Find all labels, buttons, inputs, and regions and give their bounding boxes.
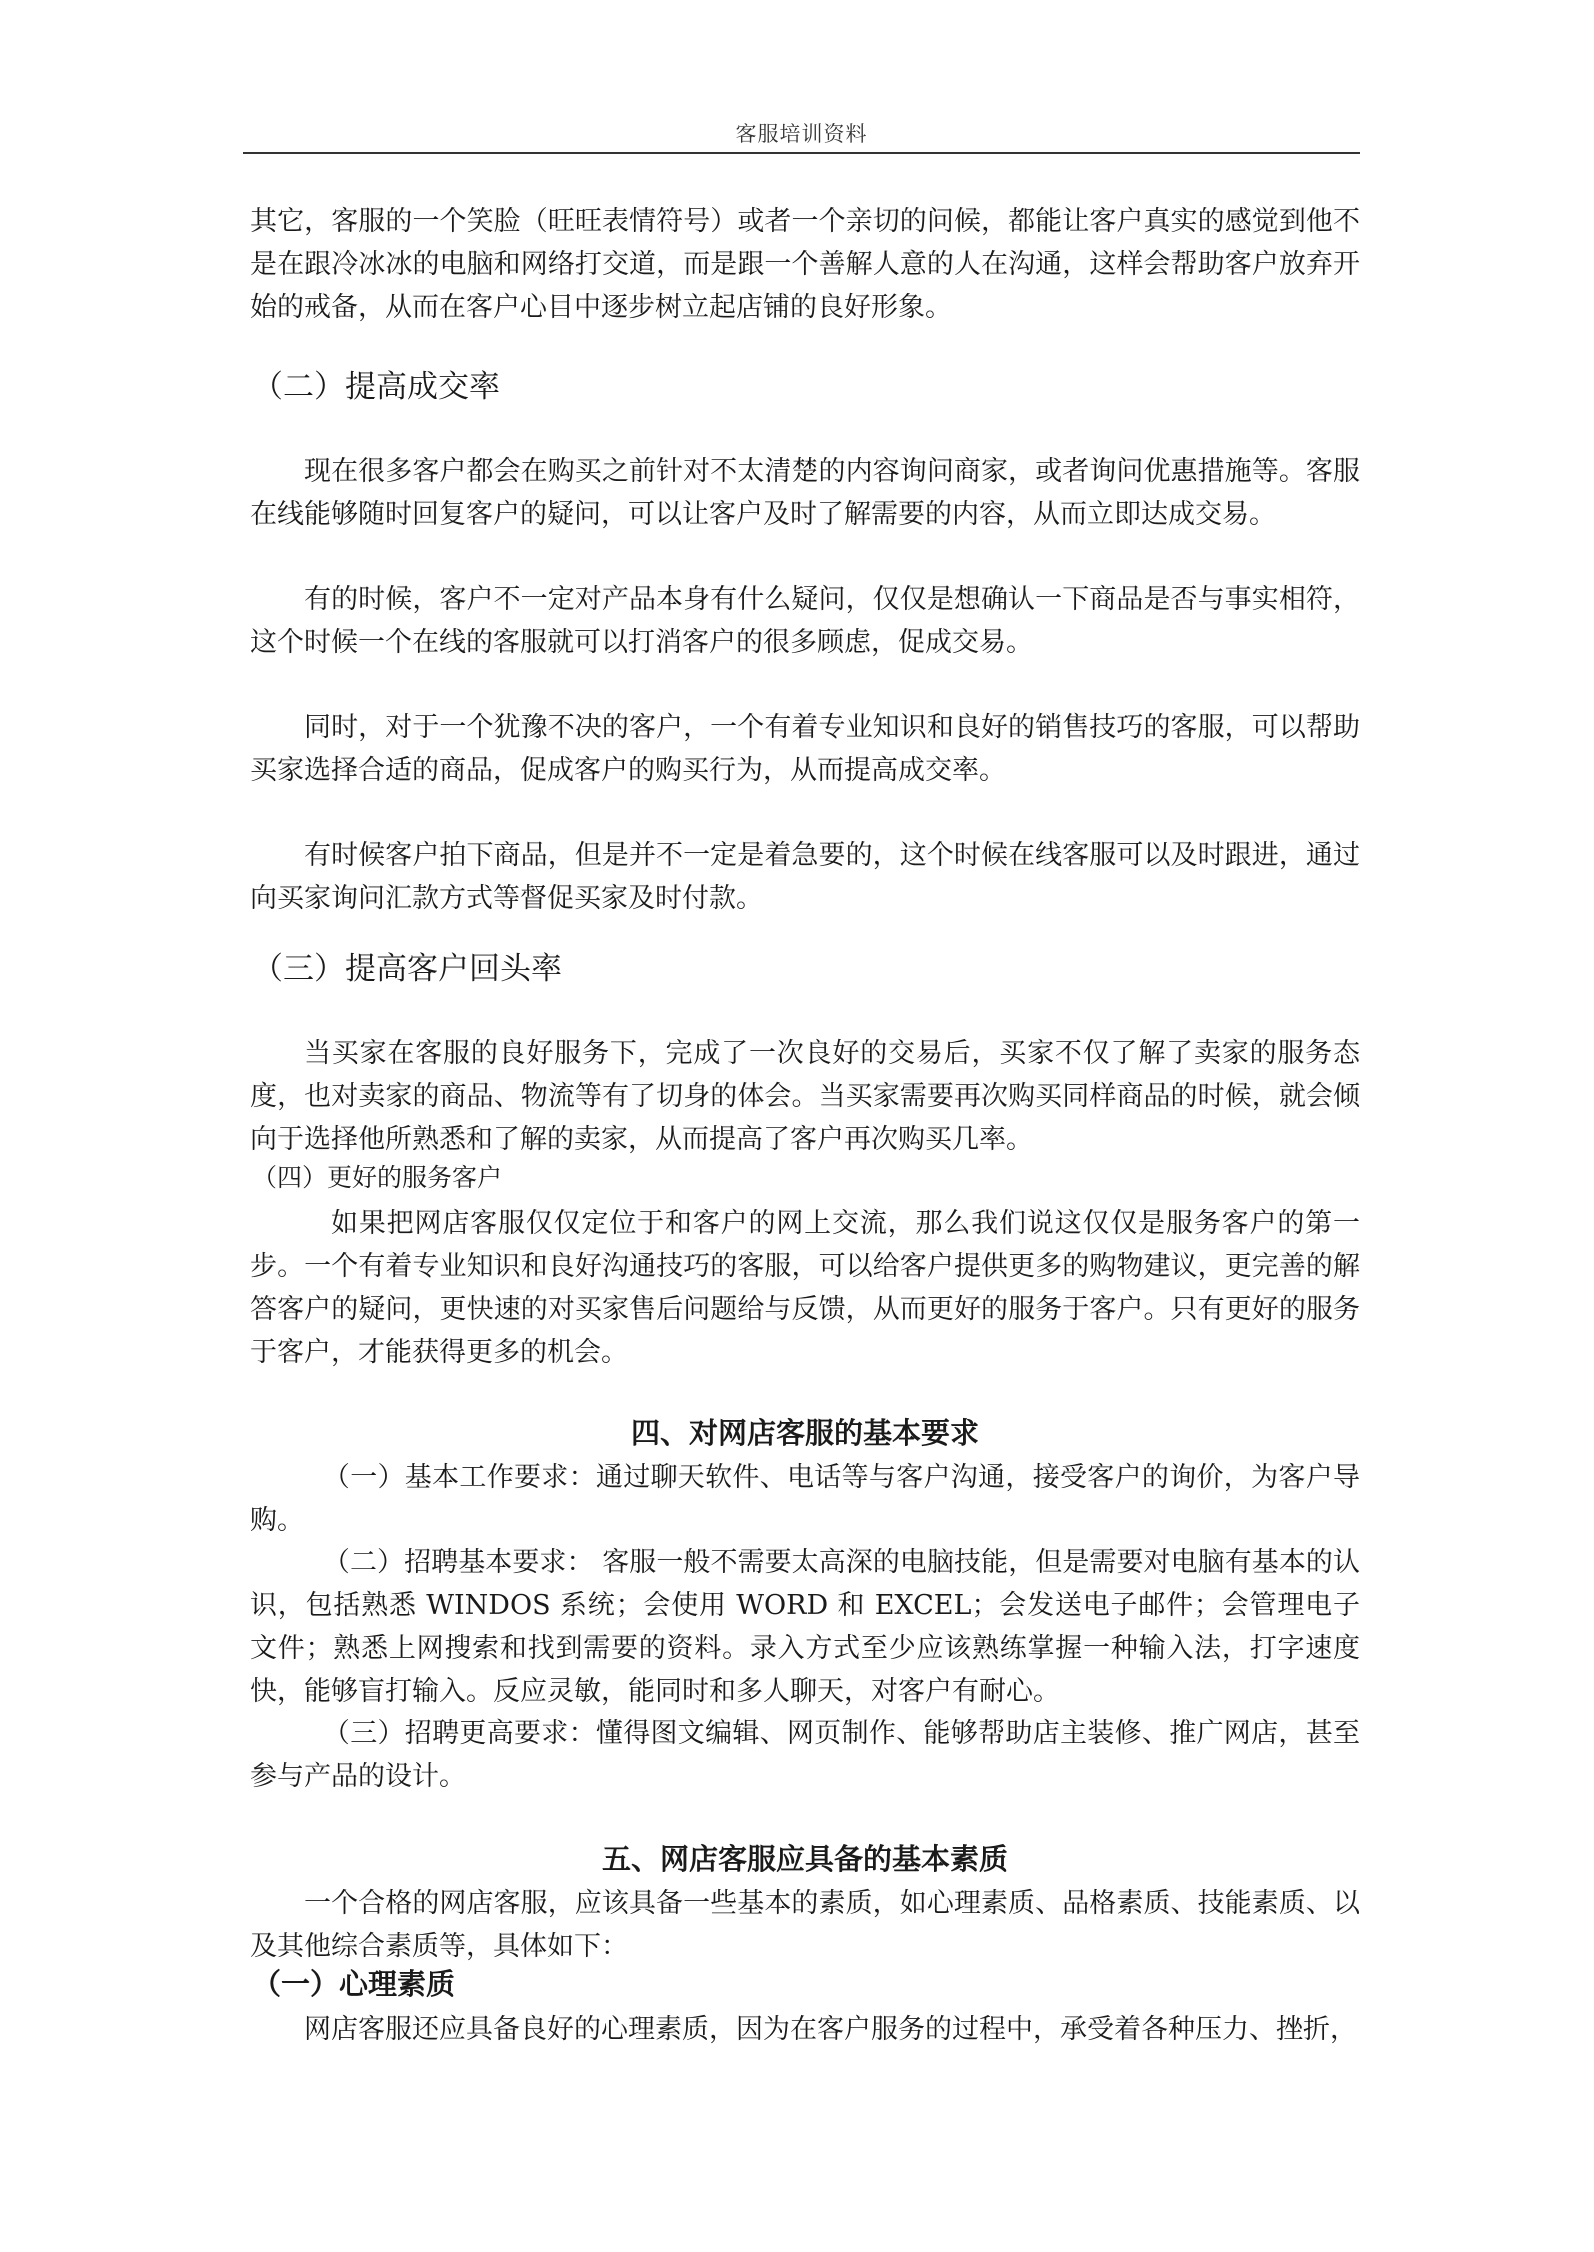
paragraph-7: 如果把网店客服仅仅定位于和客户的网上交流，那么我们说这仅仅是服务客户的第一步。一个有着专业知识和良好沟通技巧的客服，可以给客户提供更多的购物建议，更完善的解答客户的疑问，更快速的对买家售后问题给与反馈，从而更好的服务于客户。只有更好的服务于客户，才能获得更多的机会。	[250, 1208, 1360, 1368]
header-rule	[243, 152, 1360, 154]
section-title-5: 五、网店客服应具备的基本素质	[601, 1842, 1008, 1876]
paragraph-3: 有的时候，客户不一定对产品本身有什么疑问，仅仅是想确认一下商品是否与事实相符，这个时候一个在线的客服就可以打消客户的很多顾虑，促成交易。	[250, 584, 1360, 658]
paragraph-6: 当买家在客服的良好服务下，完成了一次良好的交易后，买家不仅了解了卖家的服务态度，也对卖家的商品、物流等有了切身的体会。当买家需要再次购买同样商品的时候，就会倾向于选择他所熟悉和了解的卖家，从而提高了客户再次购买几率。	[250, 1038, 1360, 1155]
paragraph-11: 一个合格的网店客服，应该具备一些基本的素质，如心理素质、品格素质、技能素质、以及其他综合素质等，具体如下：	[250, 1888, 1360, 1962]
subheading-conversion-rate: （二）提高成交率	[252, 369, 500, 405]
subheading-psychological: （一）心理素质	[252, 1967, 456, 2001]
subheading-return-rate: （三）提高客户回头率	[252, 951, 562, 987]
paragraph-8: （一）基本工作要求：通过聊天软件、电话等与客户沟通，接受客户的询价，为客户导购。	[250, 1462, 1360, 1536]
paragraph-12: 网店客服还应具备良好的心理素质，因为在客户服务的过程中，承受着各种压力、挫折，	[304, 2014, 1357, 2045]
paragraph-4: 同时，对于一个犹豫不决的客户，一个有着专业知识和良好的销售技巧的客服，可以帮助买家选择合适的商品，促成客户的购买行为，从而提高成交率。	[250, 712, 1360, 786]
paragraph-1: 其它，客服的一个笑脸（旺旺表情符号）或者一个亲切的问候，都能让客户真实的感觉到他不是在跟冷冰冰的电脑和网络打交道，而是跟一个善解人意的人在沟通，这样会帮助客户放弃开始的戒备，从而在客户心目中逐步树立起店铺的良好形象。	[250, 206, 1360, 323]
paragraph-5: 有时候客户拍下商品，但是并不一定是着急要的，这个时候在线客服可以及时跟进，通过向买家询问汇款方式等督促买家及时付款。	[250, 840, 1360, 914]
section-title-4: 四、对网店客服的基本要求	[630, 1416, 979, 1450]
paragraph-2: 现在很多客户都会在购买之前针对不太清楚的内容询问商家，或者询问优惠措施等。客服在线能够随时回复客户的疑问，可以让客户及时了解需要的内容，从而立即达成交易。	[250, 456, 1360, 530]
running-header: 客服培训资料	[735, 122, 868, 146]
paragraph-9: （二）招聘基本要求： 客服一般不需要太高深的电脑技能，但是需要对电脑有基本的认识，包括熟悉 WINDOS 系统；会使用 WORD 和 EXCEL；会发送电子邮件；会管理电子文件；熟悉上网搜索和找到需要的资料。录入方式至少应该熟练掌握一种输入法，打字速度快，能够盲打输入。反应灵敏，能同时和多人聊天，对客户有耐心。	[250, 1547, 1360, 1707]
paragraph-10: （三）招聘更高要求：懂得图文编辑、网页制作、能够帮助店主装修、推广网店，甚至参与产品的设计。	[250, 1718, 1360, 1792]
subheading-better-service: （四）更好的服务客户	[252, 1163, 503, 1192]
